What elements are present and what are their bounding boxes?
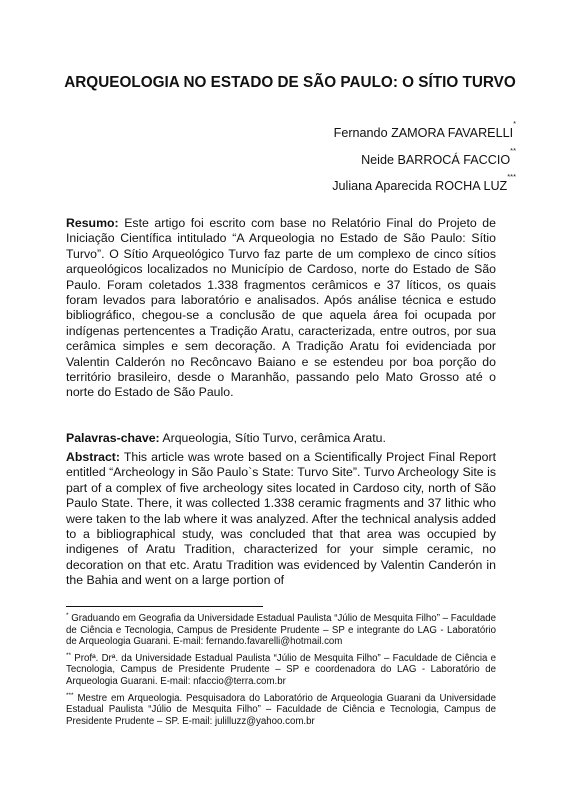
author-name: Juliana Aparecida ROCHA LUZ (332, 179, 508, 193)
author-footnote-mark: * (513, 119, 516, 128)
author-name: Fernando ZAMORA FAVARELLI (333, 126, 514, 140)
author-list (156, 120, 516, 200)
footnote-divider (66, 606, 263, 607)
keywords-label: Palavras-chave: (66, 431, 160, 445)
resumo-paragraph (66, 216, 496, 401)
keywords-paragraph (66, 431, 496, 446)
author-footnote-mark: *** (507, 172, 516, 181)
keywords-text: Arqueologia, Sítio Turvo, cerâmica Aratu. (162, 431, 386, 445)
footnote-text: Profª. Drª. da Universidade Estadual Paulista “Júlio de Mesquita Filho” – Faculdade de Ciência e Tecnologia, Campus de Presidente Prudente – SP e coordenadora do LAG - Laboratório de Arqueologia Guarani. E-mail: nfaccio@terra.com.br (66, 652, 496, 687)
footnote (66, 653, 496, 688)
author-name: Neide BARROCÁ FACCIO (361, 152, 511, 167)
footnote-mark: ** (66, 651, 72, 659)
abstract-label: Abstract: (66, 450, 120, 464)
resumo-label: Resumo: (66, 216, 119, 230)
footnote (66, 693, 496, 728)
abstract-paragraph (66, 450, 496, 589)
author-line (156, 120, 516, 147)
footnote-mark: *** (66, 691, 74, 699)
resumo-text: Este artigo foi escrito com base no Relatório Final do Projeto de Iniciação Científica intitulado “A Arqueologia no Estado de São Paulo: Sítio Turvo”. O Sítio Arqueológico Turvo faz parte de um complexo de cinco sítios arqueológicos localizados no Município de Cardoso, norte do Estado de São Paulo. Foram coletados 1.338 fragmentos cerâmicos e 37 líticos, os quais foram levados para laboratório e analisados. Após análise técnica e estudo bibliográfico, chegou-se a conclusão de que aquela área foi ocupada por indígenas pertencentes a Tradição Aratu, caracterizada, entre outros, por sua cerâmica simples e sem decoração. A Tradição Aratu foi evidenciada por Valentin Calderón no Recôncavo Baiano e se estendeu por boa porção do território brasileiro, desde o Maranhão, passando pelo Mato Grosso até o norte do Estado de São Paulo. (66, 216, 496, 400)
footnote-text: Graduando em Geografia da Universidade Estadual Paulista “Júlio de Mesquita Filho” – Faculdade de Ciência e Tecnologia, Campus de Presidente Prudente – SP e integrante do LAG - Laboratório de Arqueologia Guarani. E-mail: fernando.favarelli@hotmail.com (66, 613, 496, 648)
author-footnote-mark: ** (510, 145, 516, 155)
footnote-mark: * (66, 612, 69, 619)
author-line (156, 173, 516, 200)
abstract-text: This article was wrote based on a Scientifically Project Final Report entitled “Archeology in São Paulo`s State: Turvo Site”. Turvo Archeology Site is part of a complex of five archeology sites located in Cardoso city, north of São Paulo State. There, it was collected 1.338 ceramic fragments and 37 lithic who were taken to the lab where it was analyzed. After the technical analysis added to a bibliographical study, was concluded that that area was occupied by indigenes of Aratu Tradition, characterized for your simple ceramic, no decoration on that etc. Aratu Tradition was evidenced by Valentin Canderón in the Bahia and went on a large portion of (66, 450, 496, 588)
footnote (66, 613, 496, 648)
author-line (156, 147, 516, 174)
footnote-text: Mestre em Arqueologia. Pesquisadora do Laboratório de Arqueologia Guarani da Universidade Estadual Paulista “Júlio de Mesquita Filho” – Faculdade de Ciência e Tecnologia, Campus de Presidente Prudente – SP. E-mail: julilluzz@yahoo.com.br (66, 692, 496, 727)
paper-title: ARQUEOLOGIA NO ESTADO DE SÃO PAULO: O SÍTIO TURVO (64, 74, 516, 91)
footnotes (66, 613, 496, 732)
